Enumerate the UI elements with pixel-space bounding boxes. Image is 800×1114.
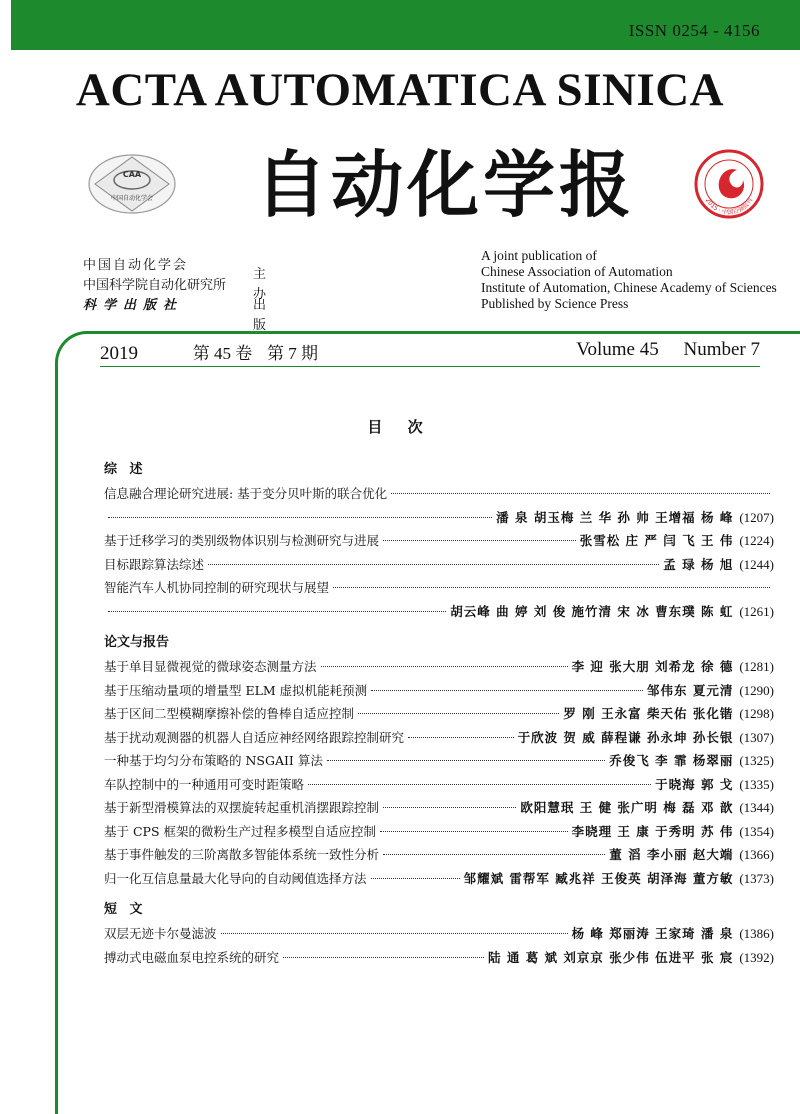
- article-title: 信息融合理论研究进展: 基于变分贝叶斯的联合优化: [104, 486, 388, 501]
- article-authors: 董 滔 李小丽 赵大端: [609, 847, 734, 862]
- toc-entry[interactable]: [104, 482, 774, 506]
- article-title: 车队控制中的一种通用可变时距策略: [104, 776, 305, 792]
- sponsor-role-label: 主办: [253, 267, 267, 302]
- joint-line: Institute of Automation, Chinese Academy of Sciences: [481, 280, 777, 295]
- article-authors: 乔俊飞 李 霏 杨翠丽: [609, 753, 734, 768]
- joint-line: Published by Science Press: [481, 296, 629, 311]
- toc-entry[interactable]: [104, 655, 774, 679]
- article-authors: 杨 峰 郑丽涛 王家琦 潘 泉: [571, 926, 734, 941]
- article-page: (1335): [739, 776, 774, 792]
- article-authors: 邹伟东 夏元清: [646, 682, 734, 698]
- article-page: (1386): [739, 926, 774, 941]
- article-title: 一种基于均匀分布策略的 NSGAII 算法: [104, 753, 323, 768]
- article-authors: 欧阳慧珉 王 健 张广明 梅 磊 邓 歆: [520, 800, 734, 815]
- dot-leader: [358, 713, 559, 714]
- toc-entry[interactable]: [104, 553, 774, 577]
- toc-entry[interactable]: [104, 600, 774, 624]
- article-title: 基于 CPS 框架的微粉生产过程多模型自适应控制: [104, 823, 376, 839]
- toc-entry[interactable]: [104, 576, 774, 600]
- article-page: (1373): [739, 870, 774, 886]
- journal-title-en: ACTA AUTOMATICA SINICA: [75, 64, 725, 116]
- caa-logo-subtext: 中国自动化学会: [110, 195, 154, 202]
- dot-leader: [391, 493, 770, 494]
- toc-entry[interactable]: [104, 867, 774, 891]
- sponsor-org-caa: 中国自动化学会: [83, 258, 189, 273]
- caa-logo-text: CAA: [122, 170, 142, 179]
- article-authors: 孟 琭 杨 旭: [663, 556, 734, 572]
- article-page: (1344): [739, 800, 774, 815]
- dot-leader: [371, 690, 643, 691]
- sponsor-org-ia-cas: 中国科学院自动化研究所: [83, 278, 227, 293]
- publisher-name: 科学出版社: [83, 298, 184, 313]
- toc-entry[interactable]: [104, 726, 774, 750]
- dot-leader: [221, 933, 568, 934]
- dot-leader: [383, 540, 576, 541]
- article-title: 基于迁移学习的类别级物体识别与检测研究与进展: [104, 533, 380, 548]
- toc-section-heading: 论文与报告: [104, 635, 170, 650]
- article-page: (1366): [739, 847, 774, 862]
- top100-seal-icon: [693, 148, 765, 220]
- article-page: (1392): [739, 949, 774, 965]
- article-page: (1307): [739, 729, 774, 745]
- article-authors: 潘 泉 胡玉梅 兰 华 孙 帅 王增福 杨 峰: [496, 509, 734, 525]
- article-authors: 陆 通 葛 斌 刘京京 张少伟 伍进平 张 宸: [488, 949, 734, 965]
- dot-leader: [371, 878, 460, 879]
- sponsors-block: [83, 256, 267, 333]
- issue-year: 2019: [100, 343, 138, 364]
- article-page: (1354): [739, 823, 774, 839]
- dot-leader: [383, 807, 516, 808]
- joint-line: Chinese Association of Automation: [481, 264, 673, 279]
- joint-publication-en: [481, 248, 777, 312]
- article-authors: 李 迎 张大朋 刘希龙 徐 德: [571, 659, 734, 674]
- toc-entry[interactable]: [104, 922, 774, 946]
- article-page: (1261): [739, 603, 774, 619]
- article-title: 基于单目显微视觉的微球姿态测量方法: [104, 659, 317, 674]
- article-page: (1207): [739, 509, 774, 525]
- dot-leader: [208, 564, 659, 565]
- toc-entry[interactable]: [104, 773, 774, 797]
- article-title: 搏动式电磁血泵电控系统的研究: [104, 949, 280, 965]
- issue-number-cn: 第 7 期: [267, 344, 318, 363]
- issue-divider: [100, 366, 760, 367]
- dot-leader: [327, 760, 605, 761]
- article-authors: 张雪松 庄 严 闫 飞 王 伟: [579, 533, 734, 548]
- dot-leader: [333, 587, 770, 588]
- table-of-contents: [104, 458, 774, 969]
- caa-logo: [87, 153, 177, 215]
- article-authors: 李晓理 王 康 于秀明 苏 伟: [571, 823, 734, 839]
- toc-title: 目 次: [367, 418, 433, 436]
- seal-text: 2015 · 中国百强报刊: [703, 196, 755, 217]
- toc-section-heading: 综 述: [104, 462, 147, 477]
- dot-leader: [383, 854, 605, 855]
- dot-leader: [283, 957, 484, 958]
- article-authors: 胡云峰 曲 婷 刘 俊 施竹清 宋 冰 曹东璞 陈 虹: [450, 603, 734, 619]
- issue-volume-en: Volume 45: [576, 339, 659, 360]
- article-page: (1281): [739, 659, 774, 674]
- article-page: (1244): [739, 556, 774, 572]
- article-title: 目标跟踪算法综述: [104, 556, 205, 572]
- toc-entry[interactable]: [104, 702, 774, 726]
- toc-entry[interactable]: [104, 749, 774, 773]
- article-title: 智能汽车人机协同控制的研究现状与展望: [104, 580, 330, 595]
- issn: ISSN 0254 - 4156: [628, 21, 760, 40]
- toc-entry[interactable]: [104, 843, 774, 867]
- article-title: 基于事件触发的三阶离散多智能体系统一致性分析: [104, 847, 380, 862]
- dot-leader: [408, 737, 514, 738]
- issue-info-cn: [100, 339, 318, 365]
- dot-leader: [321, 666, 568, 667]
- dot-leader: [108, 517, 492, 518]
- article-authors: 邹耀斌 雷帮军 臧兆祥 王俊英 胡泽海 董方敏: [463, 870, 734, 886]
- issue-volume-cn: 第 45 卷: [192, 344, 253, 363]
- article-authors: 罗 刚 王永富 柴天佑 张化锴: [563, 706, 734, 721]
- toc-entry[interactable]: [104, 506, 774, 530]
- toc-entry[interactable]: [104, 679, 774, 703]
- article-title: 基于区间二型模糊摩擦补偿的鲁棒自适应控制: [104, 706, 355, 721]
- toc-entry[interactable]: [104, 820, 774, 844]
- article-page: (1290): [739, 682, 774, 698]
- toc-section-heading: 短 文: [104, 902, 147, 917]
- joint-line: A joint publication of: [481, 248, 597, 263]
- article-title: 归一化互信息量最大化导向的自动阈值选择方法: [104, 870, 367, 886]
- toc-entry[interactable]: [104, 946, 774, 970]
- article-authors: 于欣波 贺 威 薛程谦 孙永坤 孙长银: [517, 729, 734, 745]
- article-title: 基于扰动观测器的机器人自适应神经网络跟踪控制研究: [104, 729, 405, 745]
- issue-info-en: [576, 339, 760, 361]
- dot-leader: [308, 784, 651, 785]
- dot-leader: [108, 611, 446, 612]
- publisher-role-label: 出版: [253, 298, 267, 333]
- article-title: 基于压缩动量项的增量型 ELM 虚拟机能耗预测: [104, 682, 368, 698]
- article-page: (1298): [739, 706, 774, 721]
- article-title: 基于新型滑模算法的双摆旋转起重机消摆跟踪控制: [104, 800, 380, 815]
- article-title: 双层无迹卡尔曼滤波: [104, 926, 217, 941]
- issue-number-en: Number 7: [683, 339, 760, 360]
- dot-leader: [380, 831, 568, 832]
- journal-title-cn: 自动化学报: [254, 143, 635, 227]
- article-page: (1325): [739, 753, 774, 768]
- toc-entry[interactable]: [104, 529, 774, 553]
- article-authors: 于晓海 郭 戈: [655, 776, 734, 792]
- article-page: (1224): [739, 533, 774, 548]
- toc-entry[interactable]: [104, 796, 774, 820]
